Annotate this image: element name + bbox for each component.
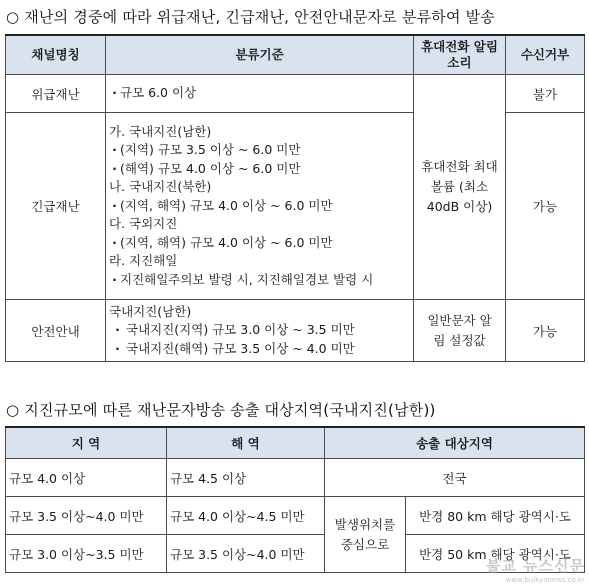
alarm-merged-cell: 휴대전화 최대 볼륨 (최소 40dB 이상) bbox=[414, 75, 506, 300]
header-channel: 채널명칭 bbox=[6, 35, 106, 75]
target-cell: 반경 50 km 해당 광역시·도 bbox=[406, 535, 585, 573]
criteria-line: · 국내지진(해역) 규모 3.5 이상 ~ 4.0 미만 bbox=[109, 340, 410, 359]
section2-title: ○ 지진규모에 따른 재난문자방송 송출 대상지역(국내지진(남한)) bbox=[6, 401, 436, 419]
criteria-line: · 규모 6.0 이상 bbox=[109, 84, 410, 103]
criteria-line: · (지역, 해역) 규모 4.0 이상 ~ 6.0 미만 bbox=[109, 197, 410, 216]
criteria-line: 국내지진(남한) bbox=[109, 303, 192, 319]
target-cell: 전국 bbox=[325, 459, 585, 497]
classification-table bbox=[5, 34, 585, 362]
land-cell: 규모 4.0 이상 bbox=[6, 459, 167, 497]
broadcast-region-table bbox=[5, 426, 585, 573]
criteria-cell bbox=[106, 300, 414, 362]
criteria-line: 가. 국내지진(남한) bbox=[109, 123, 212, 139]
watermark-text: 불교 뉴스신문 bbox=[485, 557, 585, 575]
header-alarm: 휴대전화 알림소리 bbox=[414, 35, 506, 75]
refuse-cell: 불가 bbox=[506, 75, 585, 113]
table-row bbox=[6, 300, 585, 362]
criteria-line: 라. 지진해일 bbox=[109, 253, 178, 269]
sea-cell: 규모 4.0 이상~4.5 미만 bbox=[167, 497, 325, 535]
channel-cell: 위급재난 bbox=[6, 75, 106, 113]
criteria-cell bbox=[106, 113, 414, 300]
table-header-row bbox=[6, 35, 585, 75]
origin-cell: 발생위치를 중심으로 bbox=[325, 497, 406, 573]
sea-cell: 규모 3.5 이상~4.0 미만 bbox=[167, 535, 325, 573]
table-row bbox=[6, 497, 585, 535]
header-refuse: 수신거부 bbox=[506, 35, 585, 75]
header-land: 지 역 bbox=[6, 427, 167, 459]
criteria-line: · (해역) 규모 4.0 이상 ~ 6.0 미만 bbox=[109, 160, 410, 179]
header-sea: 해 역 bbox=[167, 427, 325, 459]
watermark-url: www.bulkyonews.co.kr bbox=[505, 576, 585, 584]
refuse-cell: 가능 bbox=[506, 300, 585, 362]
table-row bbox=[6, 459, 585, 497]
header-target: 송출 대상지역 bbox=[325, 427, 585, 459]
channel-cell: 안전안내 bbox=[6, 300, 106, 362]
section1-title: ○ 재난의 경중에 따라 위급재난, 긴급재난, 안전안내문자로 분류하여 발송 bbox=[6, 8, 495, 26]
refuse-cell: 가능 bbox=[506, 113, 585, 300]
alarm-cell: 일반문자 알림 설정값 bbox=[414, 300, 506, 362]
sea-cell: 규모 4.5 이상 bbox=[167, 459, 325, 497]
watermark-logo bbox=[486, 555, 585, 584]
criteria-line: 다. 국외지진 bbox=[109, 216, 178, 232]
criteria-cell bbox=[106, 75, 414, 113]
criteria-line: · 지진해일주의보 발령 시, 지진해일경보 발령 시 bbox=[109, 271, 410, 290]
target-cell: 반경 80 km 해당 광역시·도 bbox=[406, 497, 585, 535]
criteria-line: 나. 국내지진(북한) bbox=[109, 179, 212, 195]
table-header-row bbox=[6, 427, 585, 459]
criteria-line: · 국내지진(지역) 규모 3.0 이상 ~ 3.5 미만 bbox=[109, 321, 410, 340]
header-criteria: 분류기준 bbox=[106, 35, 414, 75]
land-cell: 규모 3.5 이상~4.0 미만 bbox=[6, 497, 167, 535]
criteria-line: · (지역) 규모 3.5 이상 ~ 6.0 미만 bbox=[109, 141, 410, 160]
channel-cell: 긴급재난 bbox=[6, 113, 106, 300]
criteria-line: · (지역, 해역) 규모 4.0 이상 ~ 6.0 미만 bbox=[109, 234, 410, 253]
land-cell: 규모 3.0 이상~3.5 미만 bbox=[6, 535, 167, 573]
table-row bbox=[6, 75, 585, 113]
